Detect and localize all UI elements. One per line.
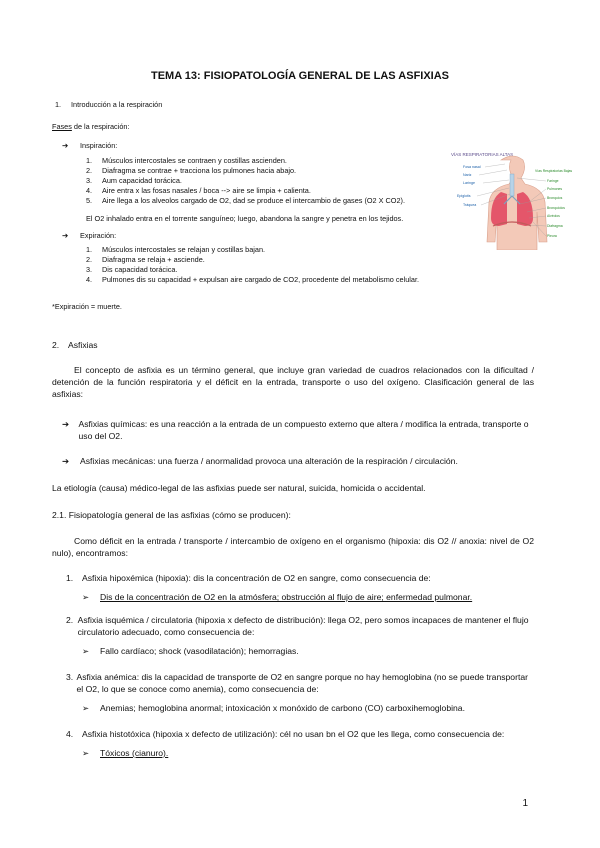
asfixia-type-2: 2. Asfixia isquémica / circulatoria (hipoxia x defecto de distribución): llega O2, pero somos incapaces de mantener el flujo circulatorio adecuado, como consecuencia de: ➢ Fallo cardíaco; shock (vasodilatación); hemorragias. <box>66 615 529 656</box>
section2-intro: El concepto de asfixia es un término general, que incluye gran variedad de cuadros relacionados con la dificultad / detención de la función respiratoria y el déficit en la entrada, transporte o uso del oxígeno. Clasificación general de las asfixias: <box>52 365 534 399</box>
subsection-heading: 2.1. Fisiopatología general de las asfixias (cómo se producen): <box>52 510 291 520</box>
fases-line: Fases de la respiración: <box>52 122 130 131</box>
label-faringe: Faringe <box>547 179 559 183</box>
arrowhead-icon: ➢ <box>82 646 90 656</box>
inspiracion-list <box>86 156 446 206</box>
figure-title: VÍAS RESPIRATORIAS ALTAS <box>451 152 514 157</box>
espiracion-label: ➔ Expiración: <box>62 231 117 240</box>
arrow-icon: ➔ <box>62 141 69 150</box>
bullet-asfixias-quimicas: ➔ Asfixias químicas: es una reacción a la entrada de un compuesto externo que altera / modifica la entrada, transporte o uso del O2. <box>62 419 529 441</box>
respiratory-system-figure <box>449 150 577 250</box>
list-item: 2. Diafragma se relaja + asciende. <box>86 255 205 264</box>
bullet-asfixias-mecanicas: ➔ Asfixias mecánicas: una fuerza / anormalidad provoca una alteración de la respiración / circulación. <box>62 456 458 466</box>
label-pulmones: Pulmones <box>547 187 563 191</box>
arrowhead-icon: ➢ <box>82 703 90 713</box>
label-traquea: Tráquea <box>463 203 477 207</box>
etiology-line: La etiología (causa) médico-legal de las asfixias puede ser natural, suicida, homicida o accidental. <box>52 483 426 493</box>
label-fosa-nasal: Fosa nasal <box>463 165 481 169</box>
label-bronquios: Bronquios <box>547 196 563 200</box>
arrow-icon: ➔ <box>62 456 70 466</box>
espiracion-list <box>86 245 506 285</box>
footnote: *Expiración = muerte. <box>52 302 122 311</box>
list-item: 4. Pulmones dis su capacidad + expulsan aire cargado de CO2, procedente del metabolismo celular. <box>86 275 419 284</box>
document-title: TEMA 13: FISIOPATOLOGÍA GENERAL DE LAS ASFIXIAS <box>150 70 450 82</box>
list-item: 2. Diafragma se contrae + tracciona los pulmones hacia abajo. <box>86 166 297 175</box>
trachea <box>510 174 514 196</box>
subsection-intro: Como déficit en la entrada / transporte / intercambio de oxígeno en el organismo (hipoxia: dis O2 // anoxia: nivel de O2 nulo), encontramos: <box>52 536 534 558</box>
arrowhead-icon: ➢ <box>82 592 90 602</box>
arrowhead-icon: ➢ <box>82 748 90 758</box>
label-pleura: Pleura <box>547 234 557 238</box>
arrow-icon: ➔ <box>62 231 69 240</box>
asfixia-type-1: 1. Asfixia hipoxémica (hipoxia): dis la concentración de O2 en sangre, como consecuencia de: ➢ Dis de la concentración de O2 en la atmósfera; obstrucción al flujo de aire; enfermedad pulmonar. <box>66 573 473 602</box>
label-laringe: Laringe <box>463 181 475 185</box>
label-alveolos: Alvéolos <box>547 214 560 218</box>
list-item: 3. Aum capacidad torácica. <box>86 176 182 185</box>
label-nariz: Nariz <box>463 173 472 177</box>
list-item: 3. Dis capacidad torácica. <box>86 265 178 274</box>
label-bronquiolos: Bronquiolos <box>547 206 565 210</box>
list-item: 1. Músculos intercostales se contraen y costillas ascienden. <box>86 156 287 165</box>
inspiracion-note: El O2 inhalado entra en el torrente sanguíneo; luego, abandona la sangre y penetra en los tejidos. <box>86 214 404 223</box>
inspiracion-label: ➔ Inspiración: <box>62 141 118 150</box>
section2-heading: 2. Asfixias <box>52 340 98 350</box>
label-vias-bajas: Vías Respiratorias Bajas <box>535 169 573 173</box>
section1-heading: 1. Introducción a la respiración <box>55 100 163 109</box>
page-number: 1 <box>522 798 528 809</box>
list-item: 5. Aire llega a los alveolos cargado de O2, dad se produce el intercambio de gases (O2 X CO2). <box>86 196 405 205</box>
respiratory-diagram <box>449 150 577 250</box>
list-item: 1. Músculos intercostales se relajan y costillas bajan. <box>86 245 266 254</box>
arrow-icon: ➔ <box>62 419 70 429</box>
asfixia-type-4: 4. Asfixia histotóxica (hipoxia x defecto de utilización): cél no usan bn el O2 que les llega, como consecuencia de: ➢ Tóxicos (cianuro). <box>66 729 505 758</box>
label-diafragma: Diafragma <box>547 224 563 228</box>
label-epiglotis: Epiglotis <box>457 194 471 198</box>
list-item: 4. Aire entra x las fosas nasales / boca --> aire se limpia + calienta. <box>86 186 311 195</box>
asfixia-type-3: 3. Asfixia anémica: dis la capacidad de transporte de O2 en sangre porque no hay hemoglobina (no se puede transportar el O2, lo que se conoce como anemia), como consecuencia de: ➢ Anemias; hemoglobina anormal; intoxicación x monóxido de carbono (CO) carboxihemoglobina. <box>66 672 528 713</box>
